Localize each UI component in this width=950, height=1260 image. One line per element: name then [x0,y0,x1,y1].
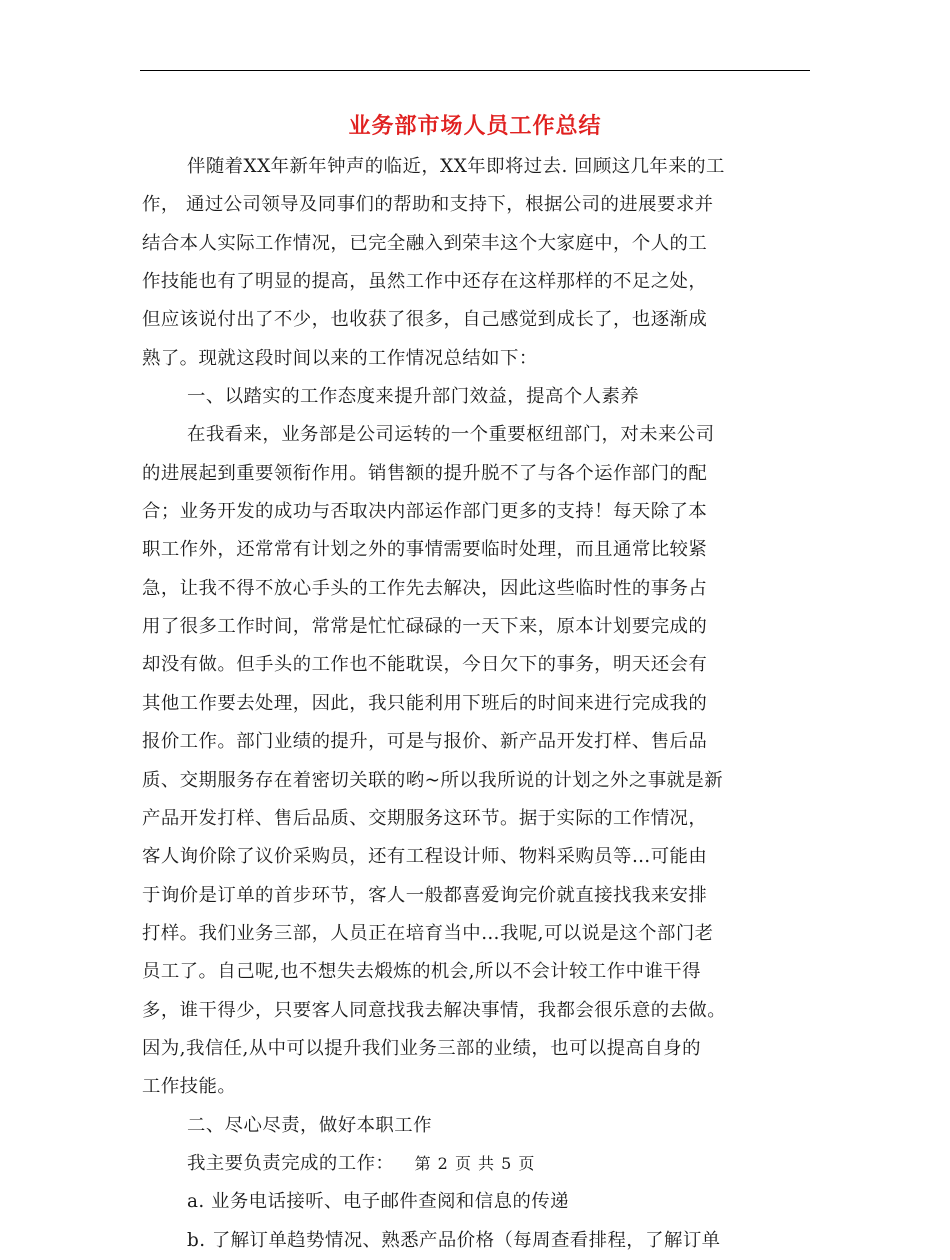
text-line: 因为,我信任,从中可以提升我们业务三部的业绩，也可以提高自身的 [142,1037,701,1059]
text-line: 熟了。现就这段时间以来的工作情况总结如下： [142,347,538,369]
text-line: 产品开发打样、售后品质、交期服务这环节。据于实际的工作情况， [142,807,708,829]
text-line: 报价工作。部门业绩的提升，可是与报价、新产品开发打样、售后品 [142,731,708,753]
text-line: 其他工作要去处理，因此，我只能利用下班后的时间来进行完成我的 [142,692,708,714]
header-rule [140,70,810,71]
text-line: a. 业务电话接听、电子邮件查阅和信息的传递 [187,1191,569,1213]
text-line: 质、交期服务存在着密切关联的哟~所以我所说的计划之外之事就是新 [142,769,724,791]
text-line: 却没有做。但手头的工作也不能耽误，今日欠下的事务，明天还会有 [142,654,708,676]
text-line: 伴随着XX年新年钟声的临近，XX年即将过去. 回顾这几年来的工 [187,156,725,177]
text-line: 二、尽心尽责，做好本职工作 [187,1114,432,1136]
text-line: 员工了。自己呢,也不想失去煅炼的机会,所以不会计较工作中谁干得 [142,961,701,983]
document-title: 业务部市场人员工作总结 [348,113,602,139]
page-footer: 第 2 页 共 5 页 [414,1154,536,1173]
text-line: 打样。我们业务三部，人员正在培育当中…我呢,可以说是这个部门老 [142,922,714,944]
text-line: 结合本人实际工作情况，已完全融入到荣丰这个大家庭中，个人的工 [142,232,708,254]
text-line: 于询价是订单的首步环节，客人一般都喜爱询完价就直接找我来安排 [142,884,708,906]
text-line: 作， 通过公司领导及同事们的帮助和支持下，根据公司的进展要求并 [142,194,714,216]
text-line: 多，谁干得少，只要客人同意找我去解决事情，我都会很乐意的去做。 [142,999,727,1021]
text-line: b. 了解订单趋势情况、熟悉产品价格（每周查看排程，了解订单 [187,1229,721,1251]
text-line: 客人询价除了议价采购员，还有工程设计师、物料采购员等…可能由 [142,846,708,868]
text-line: 工作技能。 [142,1076,237,1098]
text-line: 但应该说付出了不少，也收获了很多，自己感觉到成长了，也逐渐成 [142,309,708,331]
text-line: 作技能也有了明显的提高，虽然工作中还存在这样那样的不足之处， [142,271,708,293]
text-line: 职工作外，还常常有计划之外的事情需要临时处理，而且通常比较紧 [142,539,708,561]
text-line: 急，让我不得不放心手头的工作先去解决，因此这些临时性的事务占 [142,577,708,599]
text-line: 的进展起到重要领衔作用。销售额的提升脱不了与各个运作部门的配 [142,462,708,484]
text-line: 合；业务开发的成功与否取决内部运作部门更多的支持！每天除了本 [142,501,708,523]
text-line: 我主要负责完成的工作： [187,1152,395,1174]
text-line: 一、以踏实的工作态度来提升部门效益，提高个人素养 [187,386,640,408]
text-line: 在我看来，业务部是公司运转的一个重要枢纽部门，对未来公司 [187,424,715,446]
document-body [142,148,808,1260]
text-line: 用了很多工作时间，常常是忙忙碌碌的一天下来，原本计划要完成的 [142,616,708,638]
